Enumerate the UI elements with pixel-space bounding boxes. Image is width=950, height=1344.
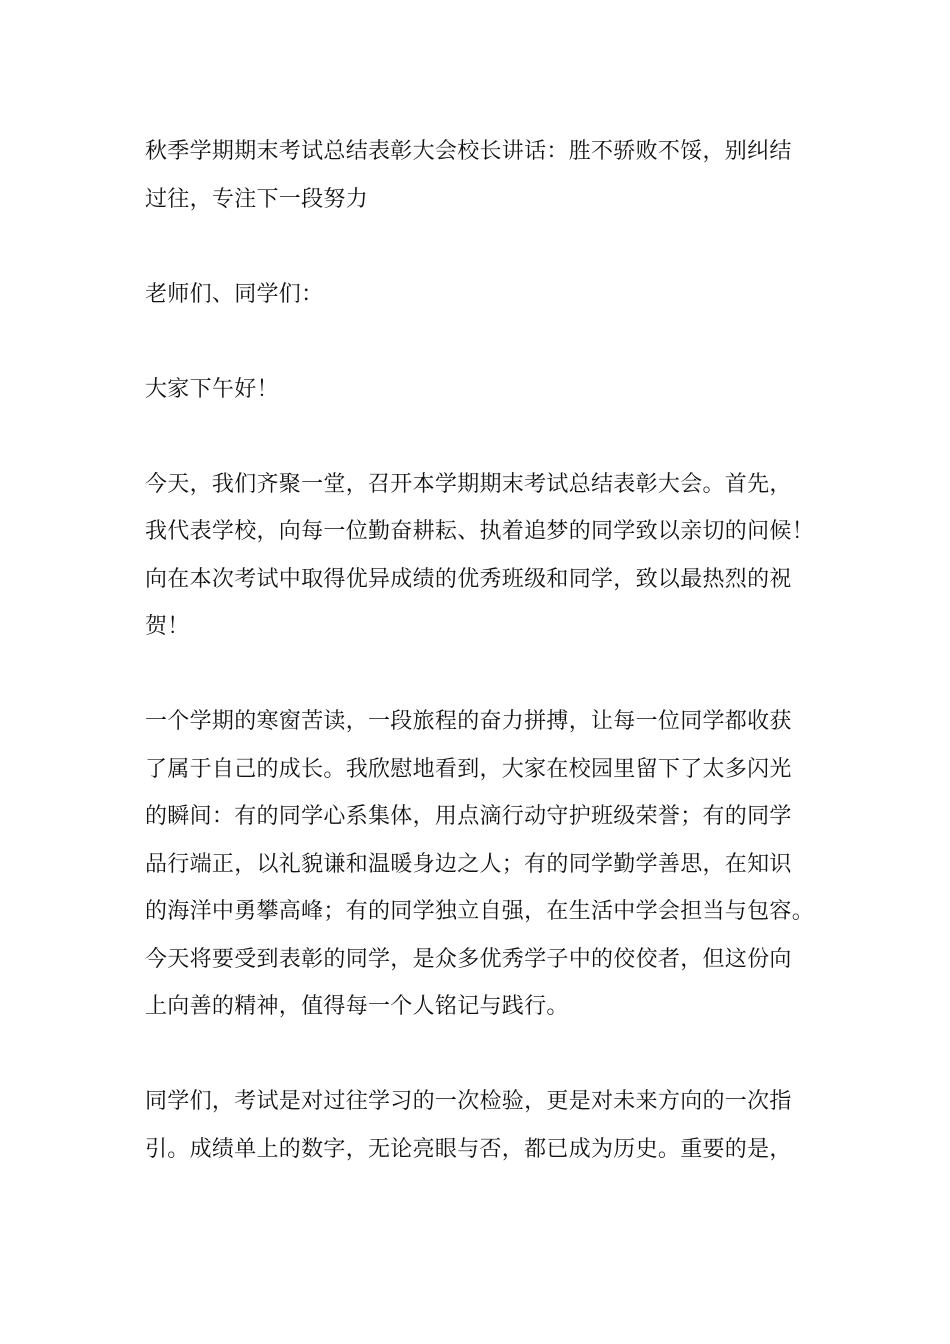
paragraph-line: 同学们，考试是对过往学习的一次检验，更是对未来方向的一次指 <box>145 1089 792 1114</box>
paragraph-line: 的海洋中勇攀高峰；有的同学独立自强，在生活中学会担当与包容。 <box>145 899 815 924</box>
paragraph-line: 贺！ <box>145 614 190 639</box>
paragraph-line: 上向善的精神，值得每一个人铭记与践行。 <box>145 994 569 1019</box>
paragraph-line: 我代表学校，向每一位勤奋耕耘、执着追梦的同学致以亲切的问候！ <box>145 519 815 544</box>
paragraph-line: 一个学期的寒窗苦读，一段旅程的奋力拼搏，让每一位同学都收获 <box>145 709 792 734</box>
paragraph-line: 品行端正，以礼貌谦和温暖身边之人；有的同学勤学善思，在知识 <box>145 851 792 877</box>
paragraph-line: 今天将要受到表彰的同学，是众多优秀学子中的佼佼者，但这份向 <box>145 946 792 972</box>
paragraph-line: 引。成绩单上的数字，无论亮眼与否，都已成为历史。重要的是， <box>145 1136 792 1162</box>
paragraph-line: 的瞬间：有的同学心系集体，用点滴行动守护班级荣誉；有的同学 <box>145 804 792 829</box>
title-line: 过往，专注下一段努力 <box>145 186 369 212</box>
title-line: 秋季学期期末考试总结表彰大会校长讲话：胜不骄败不馁，别纠结 <box>145 139 792 164</box>
salutation-text: 老师们、同学们： <box>145 281 324 307</box>
paragraph-line: 今天，我们齐聚一堂，召开本学期期末考试总结表彰大会。首先， <box>145 471 792 497</box>
paragraph-line: 了属于自己的成长。我欣慰地看到，大家在校园里留下了太多闪光 <box>145 756 792 782</box>
greeting-text: 大家下午好！ <box>145 376 279 402</box>
greeting <box>145 366 825 414</box>
paragraph-exam <box>145 1078 825 1173</box>
salutation <box>145 271 825 319</box>
paragraph-opening <box>145 461 825 651</box>
document-title <box>145 128 825 223</box>
paragraph-growth <box>145 698 825 1031</box>
document-body <box>145 128 825 1221</box>
paragraph-line: 向在本次考试中取得优异成绩的优秀班级和同学，致以最热烈的祝 <box>145 566 792 592</box>
